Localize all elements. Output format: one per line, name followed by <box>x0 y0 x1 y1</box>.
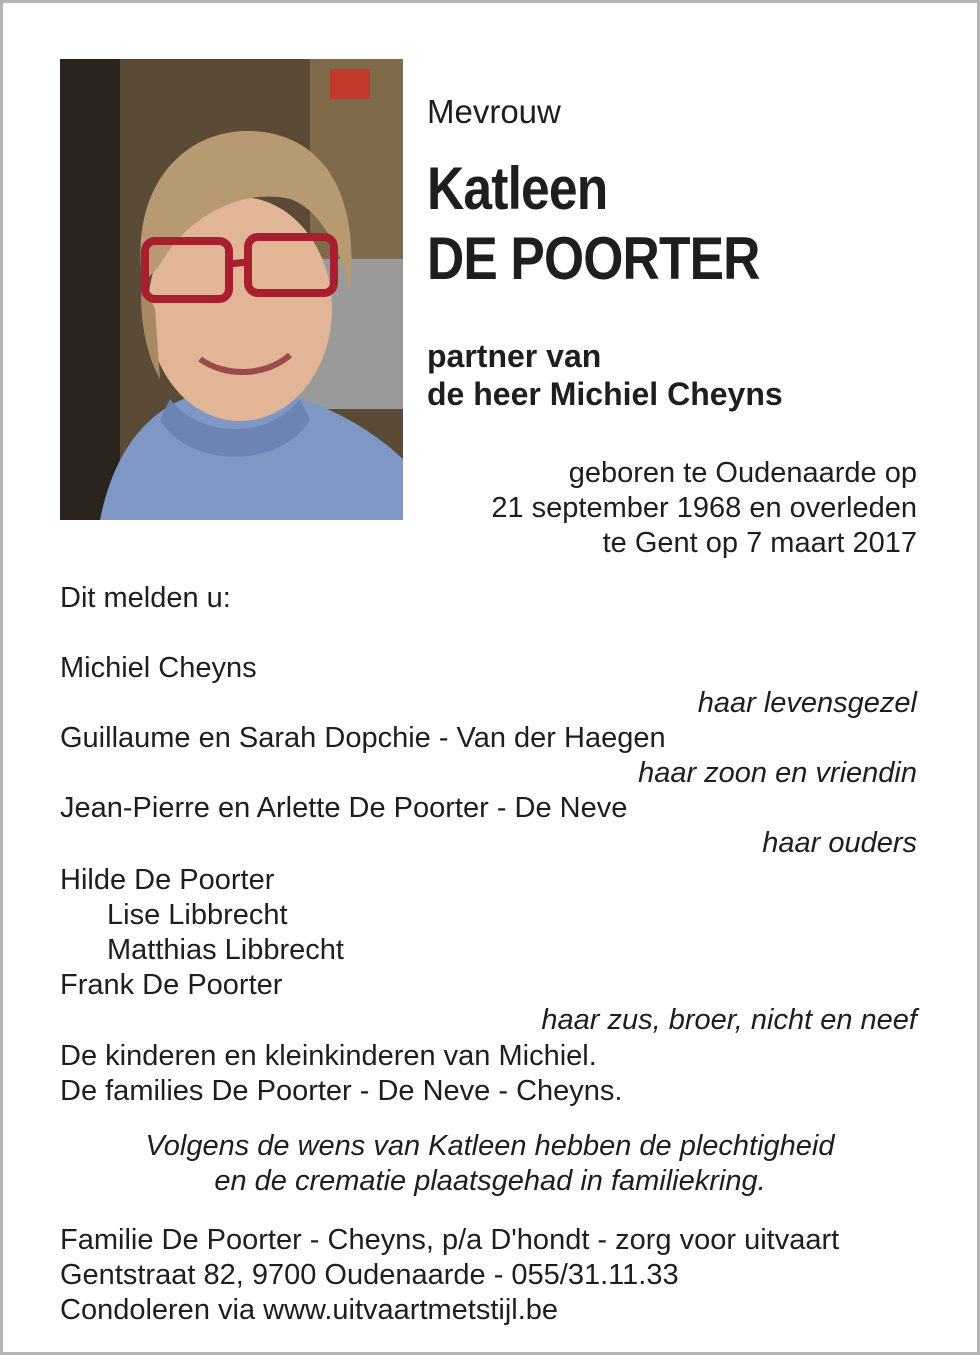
title-text: Mevrouw <box>427 93 561 130</box>
birth-line-3: te Gent op 7 maart 2017 <box>602 527 917 559</box>
portrait-photo <box>60 59 403 520</box>
contact-line-2: Gentstraat 82, 9700 Oudenaarde - 055/31.11.33 <box>60 1259 679 1291</box>
mourner-name-indented: Matthias Libbrecht <box>107 934 344 966</box>
mourner-name: Frank De Poorter <box>60 969 283 1001</box>
mourner-relation: haar zoon en vriendin <box>638 757 917 789</box>
mourner-name: Guillaume en Sarah Dopchie - Van der Haegen <box>60 722 666 754</box>
wish-line-1: Volgens de wens van Katleen hebben de plechtigheid <box>145 1130 835 1162</box>
birth-line-1: geboren te Oudenaarde op <box>568 457 917 489</box>
birth-line-2: 21 september 1968 en overleden <box>491 492 917 524</box>
mourner-relation: haar ouders <box>762 827 917 859</box>
portrait-illustration <box>60 59 403 520</box>
mourner-name: De families De Poorter - De Neve - Cheyns. <box>60 1075 623 1107</box>
partner-line-1: partner van <box>427 338 602 374</box>
mourner-relation: haar levensgezel <box>697 687 917 719</box>
contact-line-3: Condoleren via www.uitvaartmetstijl.be <box>60 1294 559 1326</box>
wish-line-2: en de crematie plaatsgehad in familiekring. <box>214 1165 766 1197</box>
announce-intro: Dit melden u: <box>60 582 231 614</box>
contact-line-1: Familie De Poorter - Cheyns, p/a D'hondt - zorg voor uitvaart <box>60 1224 840 1256</box>
mourner-name-indented: Lise Libbrecht <box>107 899 288 931</box>
mourner-name: Jean-Pierre en Arlette De Poorter - De Neve <box>60 792 628 824</box>
mourner-name: Hilde De Poorter <box>60 864 275 896</box>
mourner-relation: haar zus, broer, nicht en neef <box>541 1004 917 1036</box>
first-name: Katleen <box>427 155 608 222</box>
mourner-name: Michiel Cheyns <box>60 652 257 684</box>
partner-line-2: de heer Michiel Cheyns <box>427 376 783 412</box>
last-name: DE POORTER <box>427 225 760 292</box>
mourner-name: De kinderen en kleinkinderen van Michiel. <box>60 1040 597 1072</box>
